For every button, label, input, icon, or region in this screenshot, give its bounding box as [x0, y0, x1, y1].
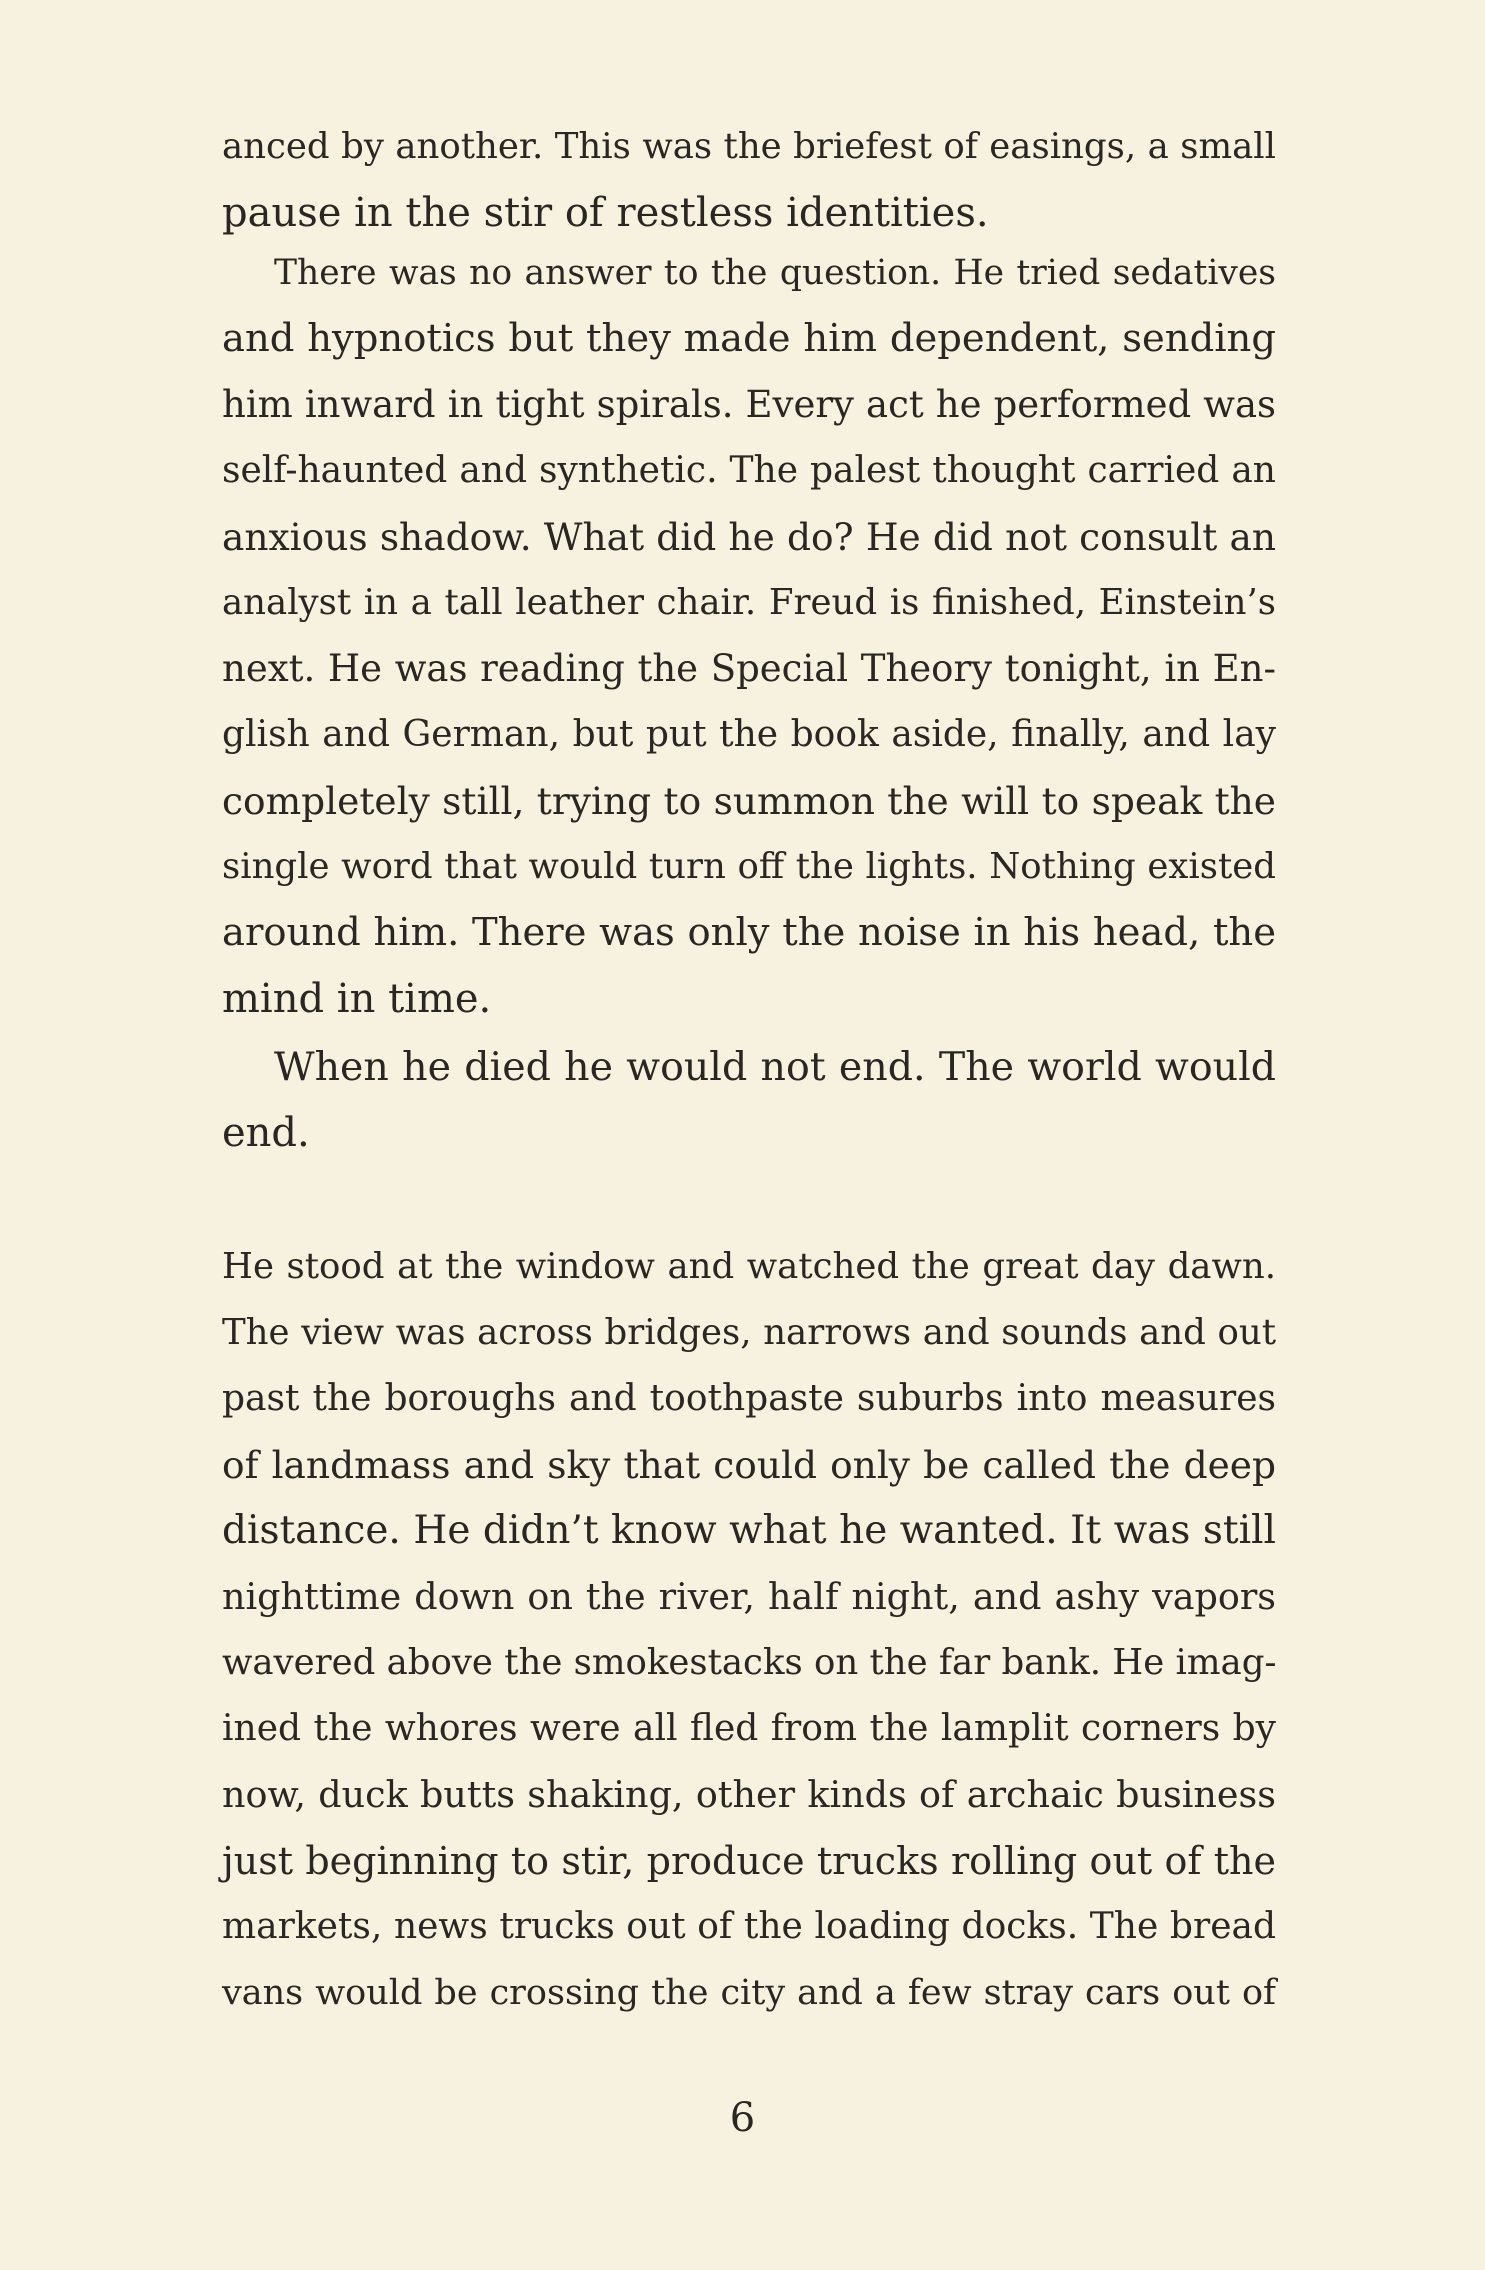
- text-line: markets, news trucks out of the loading docks. The bread: [222, 1906, 1276, 1947]
- text-line: single word that would turn off the lights. Nothing existed: [222, 846, 1276, 887]
- text-line: wavered above the smokestacks on the far bank. He imag-: [222, 1642, 1277, 1683]
- text-line: There was no answer to the question. He tried sedatives: [274, 253, 1276, 293]
- text-line: anxious shadow. What did he do? He did not consult an: [222, 515, 1276, 559]
- text-line: He stood at the window and watched the great day dawn.: [222, 1246, 1276, 1287]
- text-line: completely still, trying to summon the will to speak the: [222, 779, 1276, 823]
- text-line: and hypnotics but they made him dependent, sending: [222, 316, 1276, 361]
- text-line: ined the whores were all fled from the lamplit corners by: [222, 1708, 1276, 1749]
- text-line: mind in time.: [222, 976, 492, 1022]
- text-line: pause in the stir of restless identities.: [222, 190, 989, 236]
- text-line: just beginning to stir, produce trucks rolling out of the: [222, 1839, 1276, 1883]
- text-line: distance. He didn’t know what he wanted. It was still: [222, 1508, 1276, 1553]
- text-line: him inward in tight spirals. Every act he performed was: [222, 383, 1276, 426]
- text-line: now, duck butts shaking, other kinds of archaic business: [222, 1773, 1276, 1816]
- text-line: end.: [222, 1110, 310, 1156]
- text-line: of landmass and sky that could only be called the deep: [222, 1443, 1276, 1487]
- text-line: When he died he would not end. The world would: [274, 1044, 1276, 1090]
- text-line: around him. There was only the noise in his head, the: [222, 910, 1276, 955]
- text-line: nighttime down on the river, half night, and ashy vapors: [222, 1575, 1276, 1618]
- text-line: anced by another. This was the briefest of easings, a small: [222, 126, 1276, 167]
- text-line: The view was across bridges, narrows and sounds and out: [222, 1312, 1276, 1353]
- text-line: glish and German, but put the book aside, finally, and lay: [222, 714, 1276, 755]
- text-line: past the boroughs and toothpaste suburbs into measures: [222, 1378, 1276, 1419]
- text-line: self-haunted and synthetic. The palest thought carried an: [222, 450, 1276, 491]
- text-line: vans would be crossing the city and a few stray cars out of: [222, 1973, 1276, 2013]
- page-number: 6: [729, 2095, 756, 2141]
- text-line: next. He was reading the Special Theory tonight, in En-: [222, 647, 1276, 690]
- text-line: analyst in a tall leather chair. Freud is finished, Einstein’s: [222, 582, 1276, 623]
